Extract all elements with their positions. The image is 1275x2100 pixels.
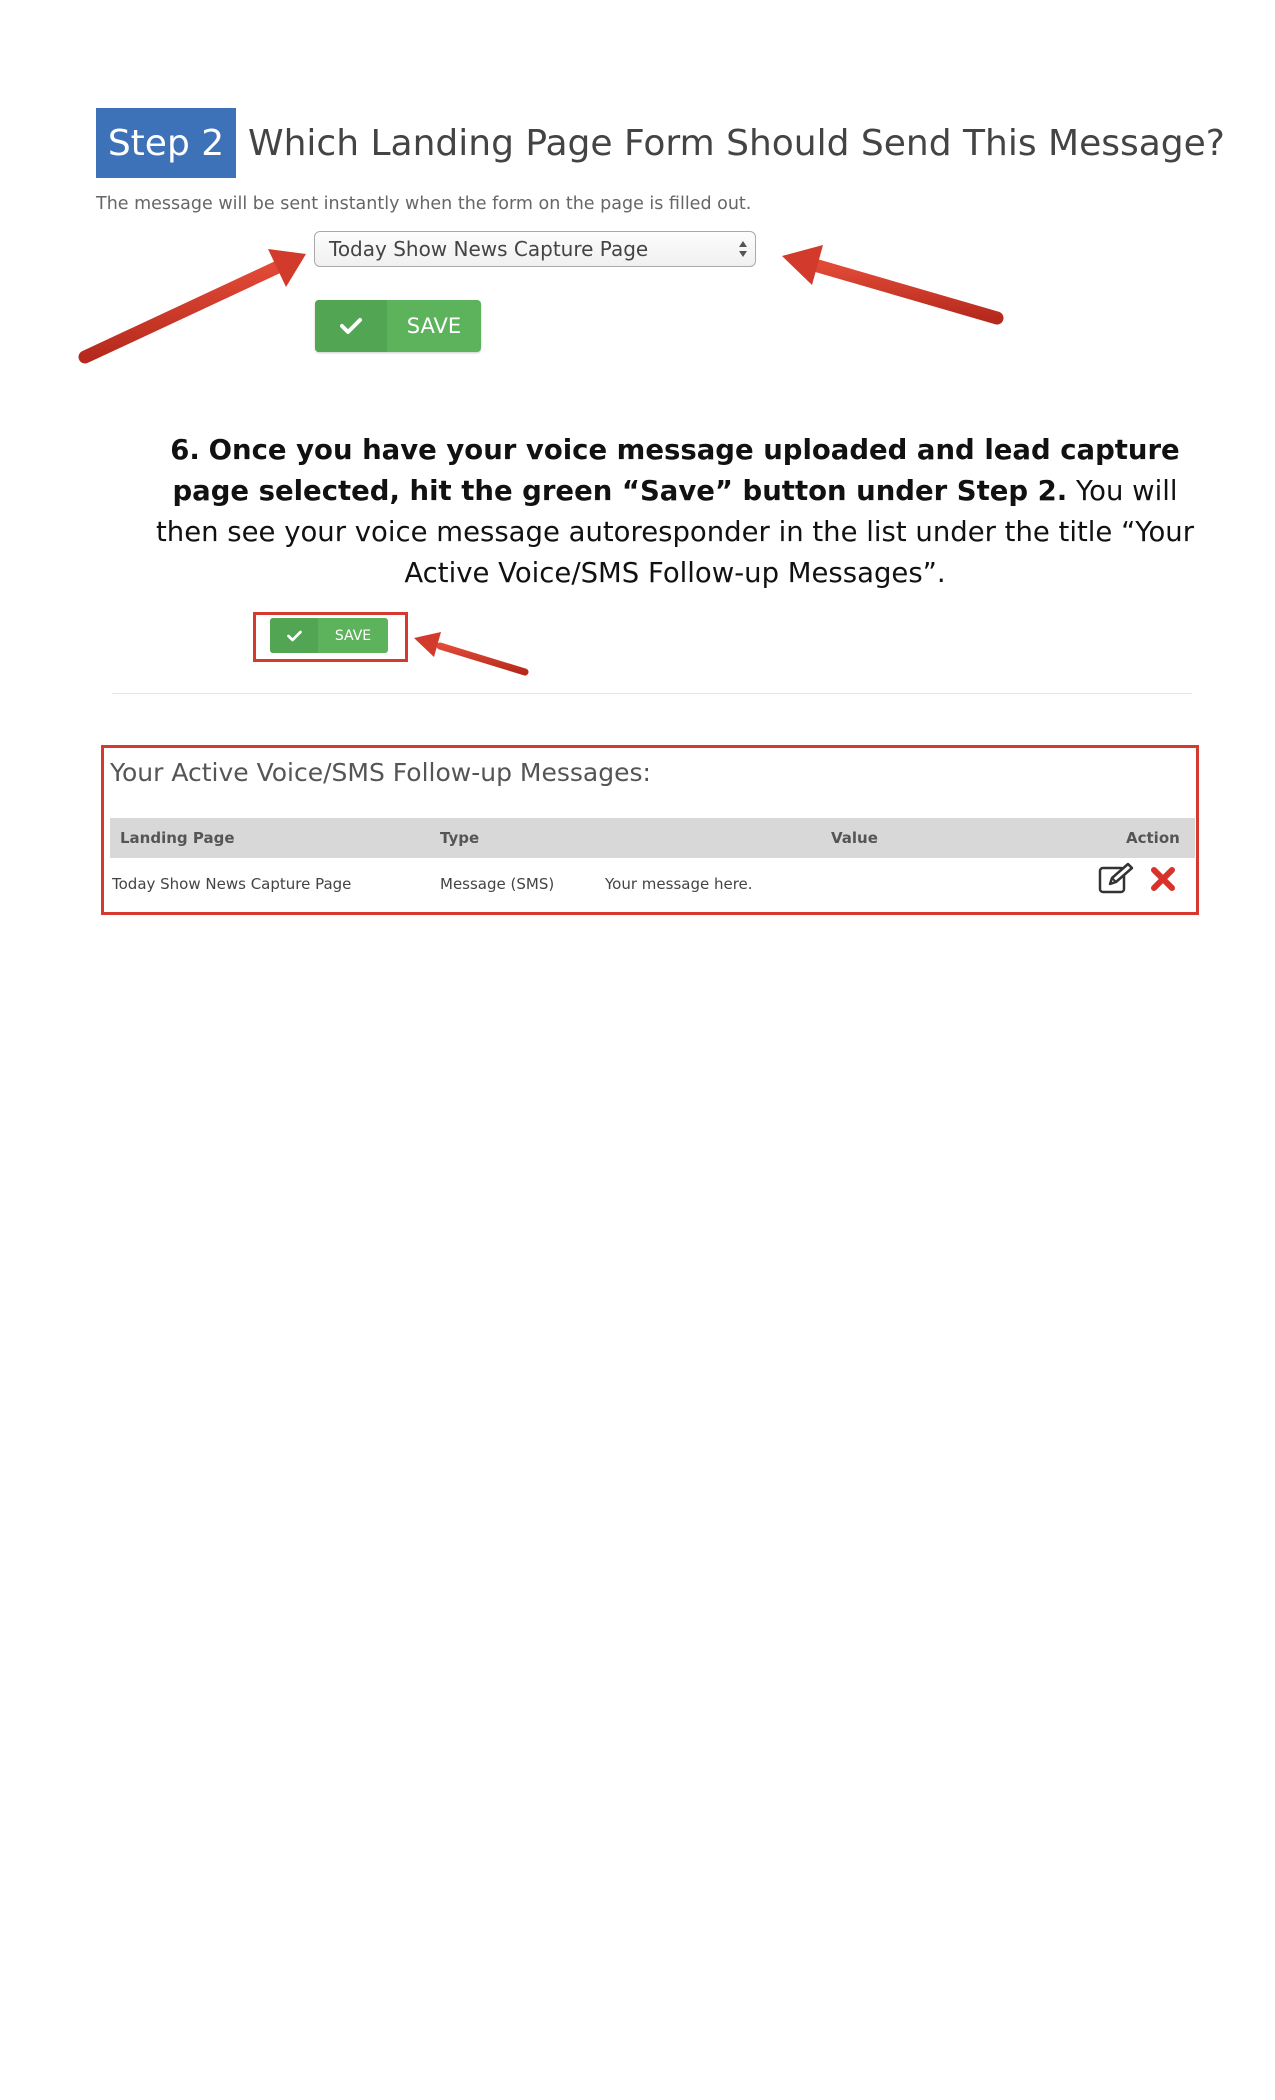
instruction-normal: You will then see your voice message autoresponder in the list under the title “Your Active Voice/SMS Follow-up Messages”.	[155, 475, 1195, 589]
landing-page-select[interactable]	[314, 231, 756, 267]
step-title: Which Landing Page Form Should Send This Message?	[248, 122, 1225, 164]
cell-type: Message (SMS)	[440, 875, 555, 893]
checkmark-icon	[270, 618, 318, 653]
annotation-arrows	[0, 0, 1275, 700]
annotation-arrow-small	[414, 632, 525, 672]
select-arrows-icon	[731, 235, 755, 263]
cell-landing-page: Today Show News Capture Page	[112, 875, 352, 893]
cell-value: Your message here.	[605, 875, 753, 893]
step-header	[96, 108, 1225, 178]
instruction-paragraph	[150, 430, 1200, 594]
save-button[interactable]	[315, 300, 481, 352]
select-value: Today Show News Capture Page	[329, 237, 649, 261]
save-button-label: SAVE	[406, 314, 462, 338]
column-landing-page: Landing Page	[120, 829, 235, 847]
column-type: Type	[440, 829, 480, 847]
annotation-arrow-right	[782, 245, 997, 318]
step-subtitle: The message will be sent instantly when the form on the page is filled out.	[96, 194, 752, 214]
column-action: Action	[1126, 829, 1180, 847]
edit-icon[interactable]	[1098, 862, 1134, 894]
instruction-bold: Once you have your voice message uploaded and lead capture page selected, hit the green “Save” button under Step 2.	[172, 434, 1180, 507]
column-value: Value	[831, 829, 878, 847]
divider	[112, 693, 1192, 694]
instruction-number: 6.	[170, 434, 200, 466]
delete-icon[interactable]	[1150, 866, 1176, 892]
checkmark-icon	[315, 300, 387, 352]
save-button-small-label: SAVE	[334, 627, 372, 644]
annotation-arrow-left	[85, 249, 306, 357]
step-badge: Step 2	[96, 108, 236, 178]
panel-title: Your Active Voice/SMS Follow-up Messages:	[110, 758, 651, 787]
table-header	[110, 818, 1195, 858]
save-button-small[interactable]	[270, 618, 388, 653]
